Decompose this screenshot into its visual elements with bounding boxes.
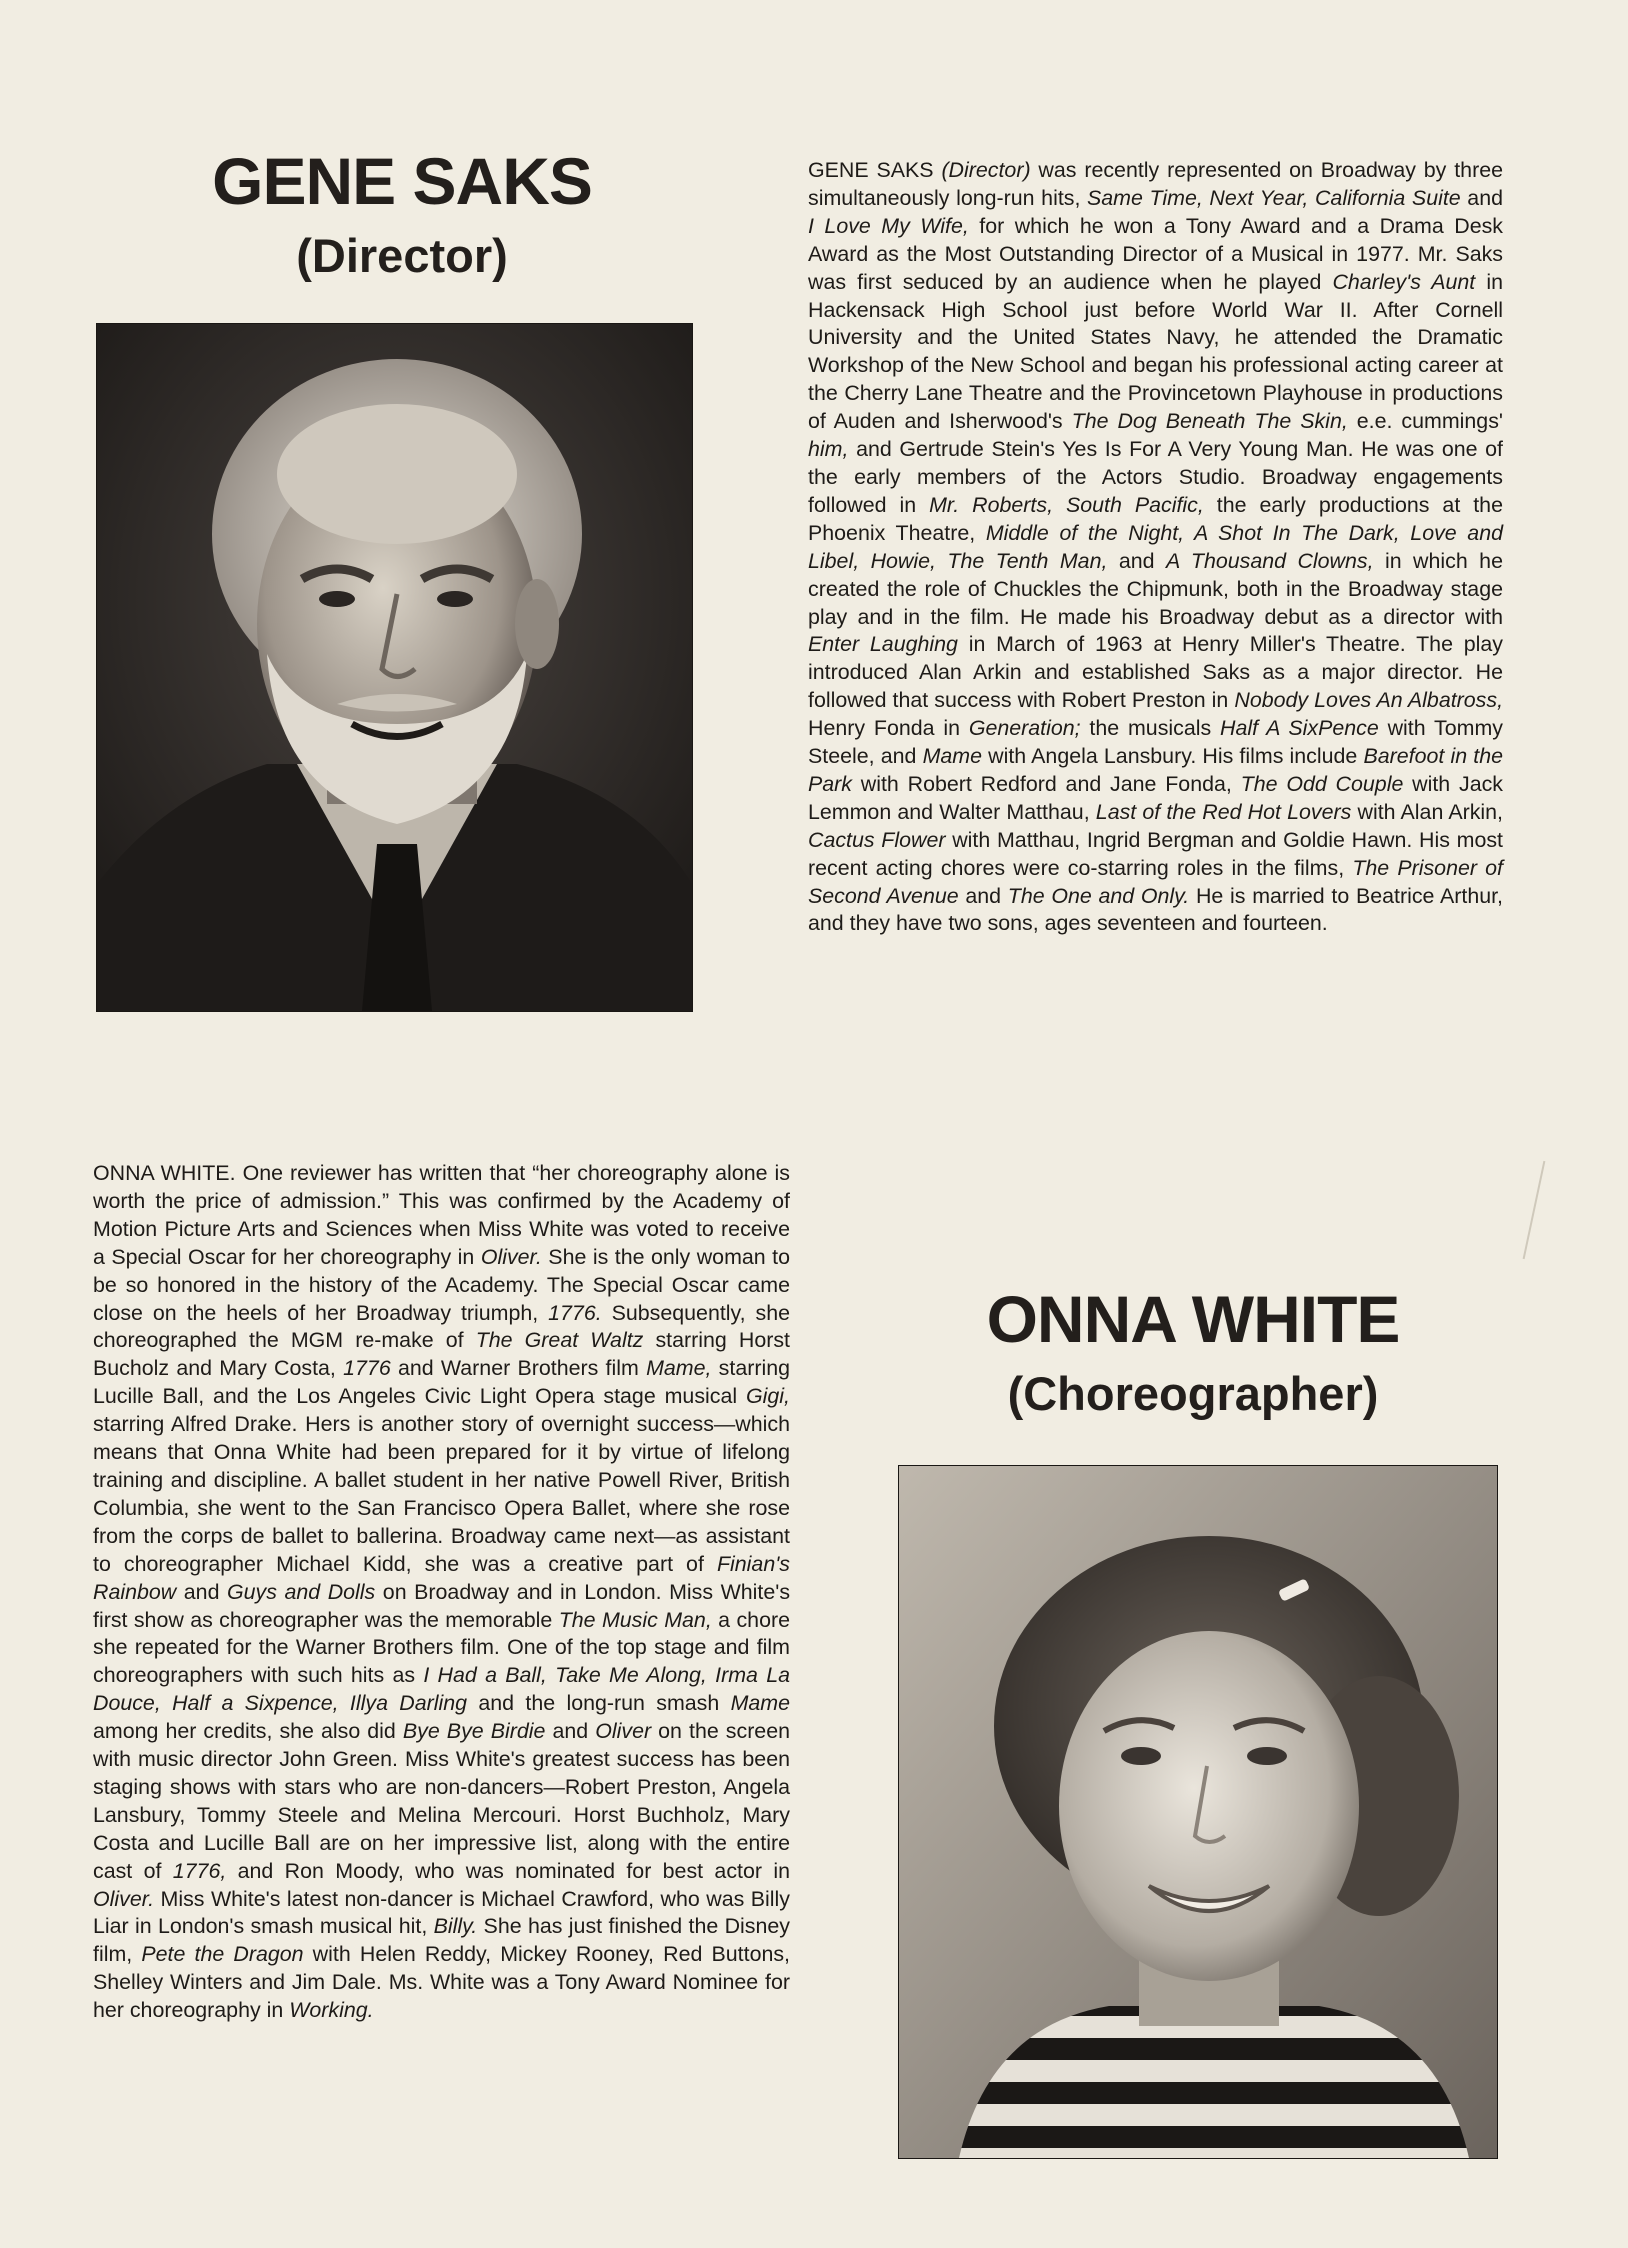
white-name-heading: ONNA WHITE (986, 1282, 1400, 1356)
italic-title: Barefoot in the Park (808, 744, 1503, 796)
italic-title: The Great Waltz (475, 1328, 644, 1353)
italic-title: Oliver. (93, 1886, 155, 1911)
italic-title: Oliver (595, 1719, 652, 1744)
italic-title: The Dog Beneath The Skin, (1071, 409, 1348, 434)
italic-title: The Odd Couple (1240, 771, 1404, 796)
italic-title: Bye Bye Birdie (402, 1719, 546, 1744)
italic-title: 1776, (172, 1858, 227, 1883)
italic-title: Finian's Rainbow (93, 1551, 790, 1604)
italic-title: Last of the Red Hot Lovers (1095, 799, 1352, 824)
italic-title: Mame (922, 744, 983, 769)
italic-title: The Prisoner of Second Avenue (808, 855, 1503, 908)
italic-title: Charley's Aunt (1332, 269, 1476, 294)
white-role-subheading: (Choreographer) (1007, 1367, 1379, 1420)
italic-title: him, (808, 437, 849, 462)
italic-title: Billy. (433, 1914, 478, 1939)
italic-title: Mame (730, 1691, 791, 1716)
italic-title: Half A SixPence (1220, 716, 1379, 741)
italic-title: Mame, (646, 1356, 712, 1381)
italic-title: Gigi, (746, 1384, 790, 1409)
italic-title: Enter Laughing (808, 632, 958, 657)
white-bio-text: ONNA WHITE. One reviewer has written that “her choreography alone is worth the price of admission.” This was confirmed by the Academy of Motion Picture Arts and Sciences when Miss White was voted to receive a Special Oscar for her choreography in Oliver. She is the only woman to be so honored in the history of the Academy. The Special Oscar came close on the heels of her Broadway triumph, 1776. Subsequently, she choreographed the MGM re-make of The Great Waltz starring Horst Bucholz and Mary Costa, 1776 and Warner Brothers film Mame, starring Lucille Ball, and the Los Angeles Civic Light Opera stage musical Gigi, starring Alfred Drake. Hers is another story of overnight success—which means that Onna White had been prepared for it by virtue of lifelong training and discipline. A ballet student in her native Powell River, British Columbia, she went to the San Francisco Opera Ballet, where she rose from the corps de ballet to ballerina. Broadway came next—as assistant to choreographer Michael Kidd, she was a creative part of Finian's Rainbow and Guys and Dolls on Broadway and in London. Miss White's first show as choreographer was the memorable The Music Man, a chore she repeated for the Warner Brothers film. One of the top stage and film choreographers with such hits as I Had a Ball, Take Me Along, Irma La Douce, Half a Sixpence, Illya Darling and the long-run smash Mame among her credits, she also did Bye Bye Birdie and Oliver on the screen with music director John Green. Miss White's greatest success has been staging shows with stars who are non-dancers—Robert Preston, Angela Lansbury, Tommy Steele and Melina Mercouri. Horst Buchholz, Mary Costa and Lucille Ball are on her impressive list, along with the entire cast of 1776, and Ron Moody, who was nominated for best actor in Oliver. Miss White's latest non-dancer is Michael Crawford, who was Billy Liar in London's smash musical hit, Billy. She has just finished the Disney film, Pete the Dragon with Helen Reddy, Mickey Rooney, Red Buttons, Shelley Winters and Jim Dale. Ms. White was a Tony Award Nominee for her choreography in Working. (93, 1161, 791, 2023)
italic-title: 1776 (343, 1356, 391, 1381)
saks-bio-text: GENE SAKS (Director) was recently represented on Broadway by three simultaneously long-run hits, Same Time, Next Year, California Suite and I Love My Wife, for which he won a Tony Award and a Drama Desk Award as the Most Outstanding Director of a Musical in 1977. Mr. Saks was first seduced by an audience when he played Charley's Aunt in Hackensack High School just before World War II. After Cornell University and the United States Navy, he attended the Dramatic Workshop of the New School and began his professional acting career at the Cherry Lane Theatre and the Provincetown Playhouse in productions of Auden and Isherwood's The Dog Beneath The Skin, e.e. cummings' him, and Gertrude Stein's Yes Is For A Very Young Man. He was one of the early members of the Actors Studio. Broadway engagements followed in Mr. Roberts, South Pacific, the early productions at the Phoenix Theatre, Middle of the Night, A Shot In The Dark, Love and Libel, Howie, The Tenth Man, and A Thousand Clowns, in which he created the role of Chuckles the Chipmunk, both in the Broadway stage play and in the film. He made his Broadway debut as a director with Enter Laughing in March of 1963 at Henry Miller's Theatre. The play introduced Alan Arkin and established Saks as a major director. He followed that success with Robert Preston in Nobody Loves An Albatross, Henry Fonda in Generation; the musicals Half A SixPence with Tommy Steele, and Mame with Angela Lansbury. His films include Barefoot in the Park with Robert Redford and Jane Fonda, The Odd Couple with Jack Lemmon and Walter Matthau, Last of the Red Hot Lovers with Alan Arkin, Cactus Flower with Matthau, Ingrid Bergman and Goldie Hawn. His most recent acting chores were co-starring roles in the films, The Prisoner of Second Avenue and The One and Only. He is married to Beatrice Arthur, and they have two sons, ages seventeen and fourteen. (808, 158, 1504, 936)
italic-title: (Director) (941, 158, 1031, 182)
italic-title: Generation; (968, 716, 1081, 741)
italic-title: Working. (289, 1998, 374, 2023)
italic-title: I Love My Wife, (808, 213, 969, 238)
saks-portrait-photo (96, 323, 693, 1012)
italic-title: Mr. Roberts, South Pacific, (929, 492, 1204, 517)
italic-title: The Music Man, (558, 1607, 712, 1632)
italic-title: I Had a Ball, Take Me Along, Irma La Douce, Half a Sixpence, Illya Darling (93, 1663, 790, 1716)
italic-title: A Thousand Clowns, (1165, 548, 1374, 573)
margin-mark (1523, 1161, 1546, 1259)
italic-title: Nobody Loves An Albatross, (1234, 688, 1504, 713)
italic-title: 1776. (548, 1300, 602, 1325)
saks-role-subheading: (Director) (296, 229, 508, 282)
italic-title: Pete the Dragon (141, 1942, 304, 1967)
italic-title: Same Time, Next Year, California Suite (1087, 185, 1461, 210)
white-portrait-photo (898, 1465, 1498, 2159)
italic-title: Middle of the Night, A Shot In The Dark, Love and Libel, Howie, The Tenth Man, (808, 520, 1503, 573)
italic-title: The One and Only. (1007, 883, 1190, 908)
italic-title: Guys and Dolls (227, 1579, 376, 1604)
saks-name-heading: GENE SAKS (212, 144, 592, 218)
italic-title: Oliver. (480, 1244, 542, 1269)
italic-title: Cactus Flower (808, 827, 946, 852)
